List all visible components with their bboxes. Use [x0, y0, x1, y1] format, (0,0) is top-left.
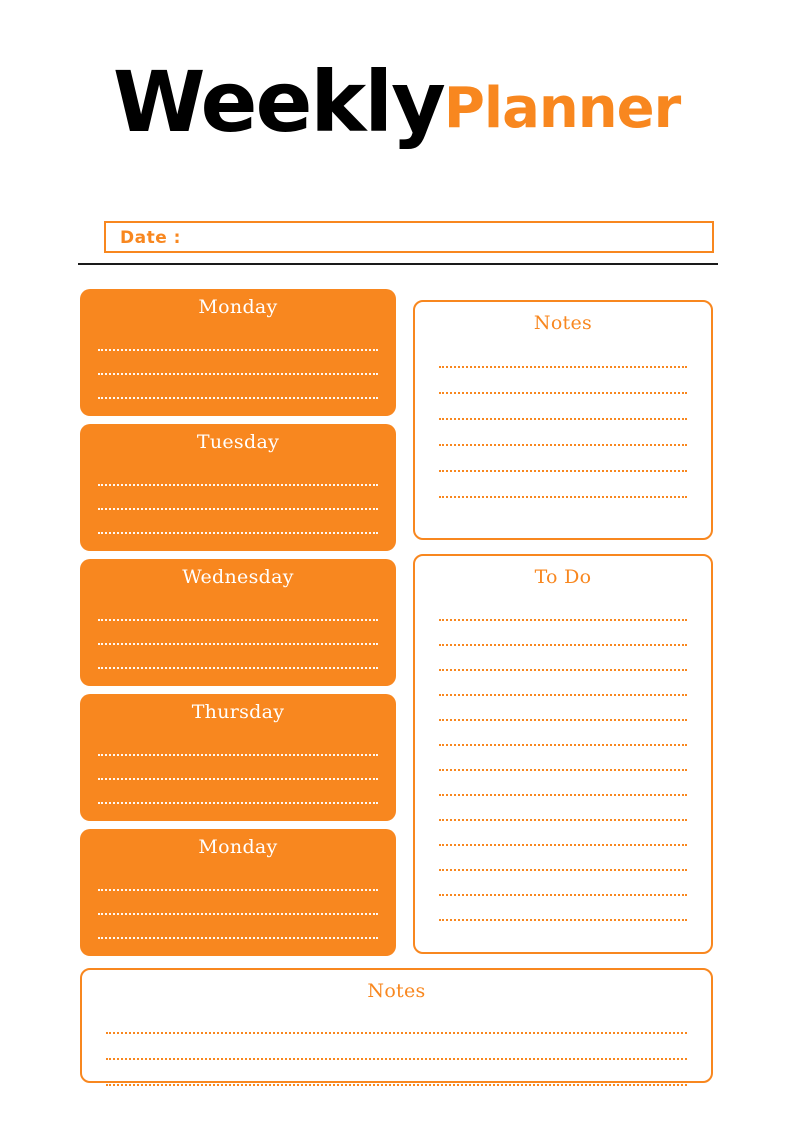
- write-line[interactable]: [439, 721, 687, 746]
- write-line[interactable]: [98, 780, 378, 804]
- day-writing-area[interactable]: [80, 597, 396, 669]
- day-card-thursday[interactable]: [80, 694, 396, 821]
- write-line[interactable]: [439, 394, 687, 420]
- notes-bottom-panel[interactable]: [80, 968, 713, 1083]
- header-divider: [78, 263, 718, 265]
- write-line[interactable]: [439, 368, 687, 394]
- write-line[interactable]: [98, 510, 378, 534]
- write-line[interactable]: [98, 597, 378, 621]
- write-line[interactable]: [98, 375, 378, 399]
- date-field[interactable]: [104, 221, 714, 253]
- page-title: [0, 53, 793, 151]
- todo-writing-area[interactable]: [415, 596, 711, 921]
- write-line[interactable]: [98, 486, 378, 510]
- write-line[interactable]: [98, 621, 378, 645]
- notes-bottom-writing-area[interactable]: [82, 1008, 711, 1086]
- write-line[interactable]: [439, 771, 687, 796]
- notes-panel-title: Notes: [533, 312, 593, 334]
- write-line[interactable]: [98, 756, 378, 780]
- write-line[interactable]: [439, 696, 687, 721]
- day-card-monday-2[interactable]: [80, 829, 396, 956]
- write-line[interactable]: [98, 462, 378, 486]
- write-line[interactable]: [98, 327, 378, 351]
- write-line[interactable]: [98, 351, 378, 375]
- write-line[interactable]: [439, 472, 687, 498]
- day-title: Thursday: [191, 701, 285, 723]
- notes-writing-area[interactable]: [415, 342, 711, 498]
- todo-panel-title: To Do: [534, 566, 592, 588]
- notes-bottom-title: Notes: [367, 980, 426, 1002]
- write-line[interactable]: [439, 342, 687, 368]
- day-writing-area[interactable]: [80, 462, 396, 534]
- write-line[interactable]: [98, 732, 378, 756]
- write-line[interactable]: [98, 891, 378, 915]
- write-line[interactable]: [98, 645, 378, 669]
- write-line[interactable]: [98, 915, 378, 939]
- date-label: Date :: [120, 228, 181, 248]
- write-line[interactable]: [439, 846, 687, 871]
- day-title: Monday: [198, 296, 278, 318]
- write-line[interactable]: [439, 746, 687, 771]
- write-line[interactable]: [98, 867, 378, 891]
- write-line[interactable]: [106, 1034, 687, 1060]
- day-writing-area[interactable]: [80, 732, 396, 804]
- write-line[interactable]: [439, 671, 687, 696]
- page-title-main: Weekly: [112, 53, 444, 151]
- day-writing-area[interactable]: [80, 867, 396, 939]
- day-title: Wednesday: [182, 566, 294, 588]
- page-title-accent: Planner: [443, 76, 681, 141]
- day-card-monday-1[interactable]: [80, 289, 396, 416]
- write-line[interactable]: [439, 621, 687, 646]
- write-line[interactable]: [439, 420, 687, 446]
- write-line[interactable]: [439, 796, 687, 821]
- write-line[interactable]: [439, 446, 687, 472]
- notes-panel[interactable]: [413, 300, 713, 540]
- day-writing-area[interactable]: [80, 327, 396, 399]
- write-line[interactable]: [439, 596, 687, 621]
- todo-panel[interactable]: [413, 554, 713, 954]
- write-line[interactable]: [439, 821, 687, 846]
- write-line[interactable]: [106, 1060, 687, 1086]
- write-line[interactable]: [106, 1008, 687, 1034]
- write-line[interactable]: [439, 646, 687, 671]
- day-title: Tuesday: [196, 431, 280, 453]
- write-line[interactable]: [439, 896, 687, 921]
- day-card-wednesday[interactable]: [80, 559, 396, 686]
- day-card-tuesday[interactable]: [80, 424, 396, 551]
- write-line[interactable]: [439, 871, 687, 896]
- day-title: Monday: [198, 836, 278, 858]
